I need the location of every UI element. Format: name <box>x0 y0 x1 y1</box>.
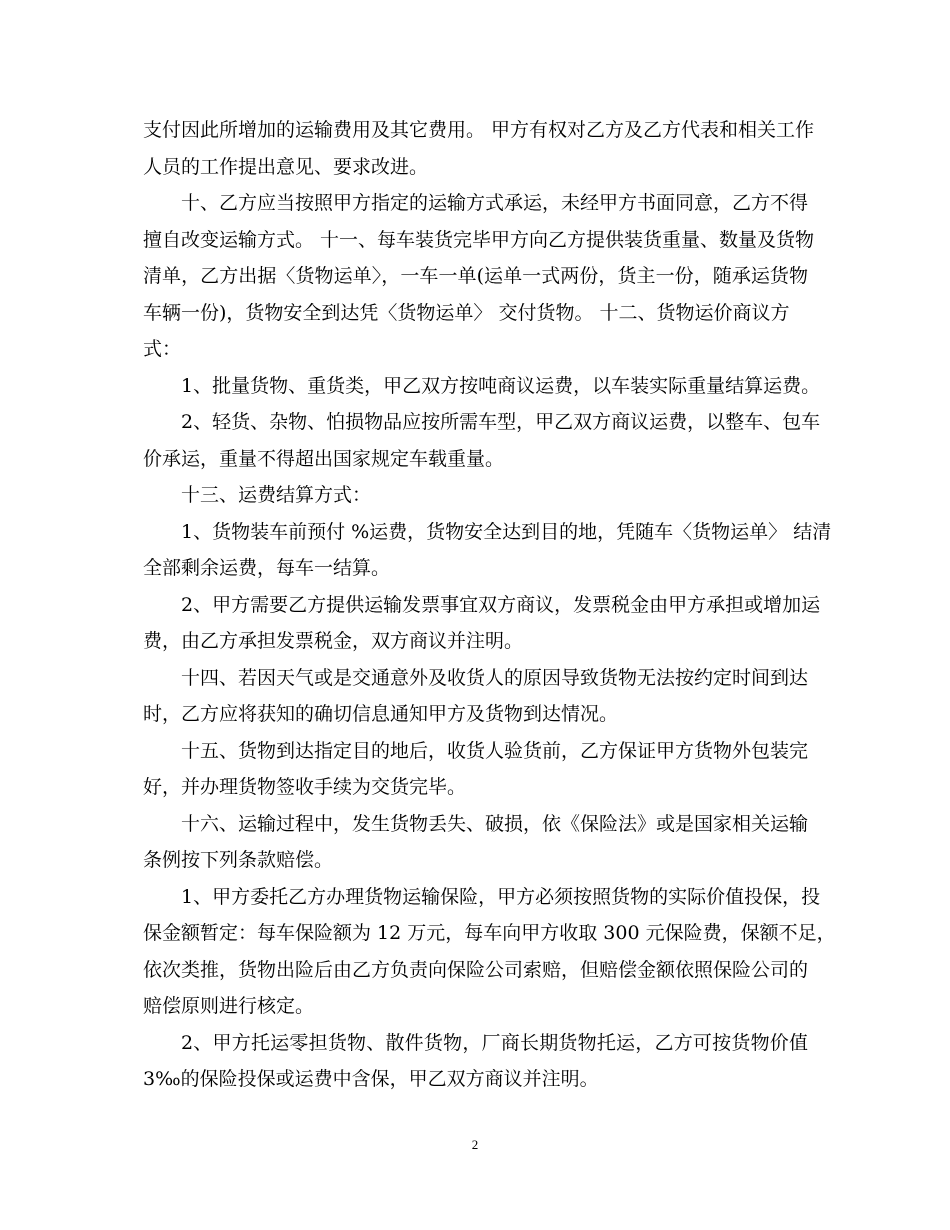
text-line: 费，由乙方承担发票税金，双方商议并注明。 <box>143 630 524 652</box>
paragraph <box>143 368 821 405</box>
text-line: 十六、运输过程中，发生货物丢失、破损，依《保险法》或是国家相关运输 <box>181 812 809 835</box>
text-line: 保金额暂定：每车保险额为 12 万元，每车向甲方收取 300 元保险费，保额不足， <box>143 922 836 944</box>
text-line: 十三、运费结算方式： <box>181 484 372 506</box>
text-line: 3‰的保险投保或运费中含保，甲乙双方商议并注明。 <box>143 1068 599 1090</box>
text-line: 全部剩余运费，每车一结算。 <box>143 557 391 579</box>
paragraph <box>143 112 815 185</box>
text-line: 式： <box>143 338 182 360</box>
document-body <box>143 112 836 1098</box>
paragraph <box>143 733 808 806</box>
text-line: 十四、若因天气或是交通意外及收货人的原因导致货物无法按约定时间到达 <box>181 666 809 689</box>
paragraph <box>143 404 821 477</box>
paragraph <box>143 660 808 733</box>
text-line: 2、轻货、杂物、怕损物品应按所需车型，甲乙双方商议运费，以整车、包车 <box>181 411 821 433</box>
text-line: 1、货物装车前预付 %运费，货物安全达到目的地，凭随车〈货物运单〉 结清 <box>181 520 832 543</box>
text-line: 擅自改变运输方式。 十一、每车装货完毕甲方向乙方提供装货重量、数量及货物 <box>143 228 815 251</box>
paragraph <box>143 806 808 879</box>
text-line: 车辆一份)，货物安全到达凭〈货物运单〉 交付货物。 十二、货物运价商议方 <box>143 301 790 324</box>
paragraph <box>143 514 832 587</box>
paragraph <box>143 185 815 368</box>
text-line: 支付因此所增加的运输费用及其它费用。 甲方有权对乙方及乙方代表和相关工作 <box>143 119 815 141</box>
text-line: 时，乙方应将获知的确切信息通知甲方及货物到达情况。 <box>143 703 619 725</box>
section-heading <box>143 477 808 514</box>
text-line: 十五、货物到达指定目的地后，收货人验货前，乙方保证甲方货物外包装完 <box>181 739 809 762</box>
text-line: 清单，乙方出据〈货物运单〉，一车一单(运单一式两份，货主一份，随承运货物 <box>143 265 808 287</box>
text-line: 1、批量货物、重货类，甲乙双方按吨商议运费，以车装实际重量结算运费。 <box>181 374 821 397</box>
paragraph <box>143 1025 808 1098</box>
text-line: 2、甲方托运零担货物、散件货物，厂商长期货物托运，乙方可按货物价值 <box>181 1031 808 1054</box>
paragraph <box>143 587 821 660</box>
text-line: 条例按下列条款赔偿。 <box>143 849 334 871</box>
paragraph <box>143 879 836 1025</box>
page-number: 2 <box>471 1137 479 1152</box>
text-line: 十、乙方应当按照甲方指定的运输方式承运，未经甲方书面同意，乙方不得 <box>181 192 809 214</box>
text-line: 好，并办理货物签收手续为交货完毕。 <box>143 776 467 798</box>
text-line: 1、甲方委托乙方办理货物运输保险，甲方必须按照货物的实际价值投保，投 <box>181 885 821 908</box>
text-line: 赔偿原则进行核定。 <box>143 995 315 1017</box>
text-line: 2、甲方需要乙方提供运输发票事宜双方商议，发票税金由甲方承担或增加运 <box>181 593 821 616</box>
text-line: 人员的工作提出意见、要求改进。 <box>143 155 429 178</box>
text-line: 价承运，重量不得超出国家规定车载重量。 <box>143 447 505 470</box>
text-line: 依次类推，货物出险后由乙方负责向保险公司索赔，但赔偿金额依照保险公司的 <box>143 958 809 981</box>
